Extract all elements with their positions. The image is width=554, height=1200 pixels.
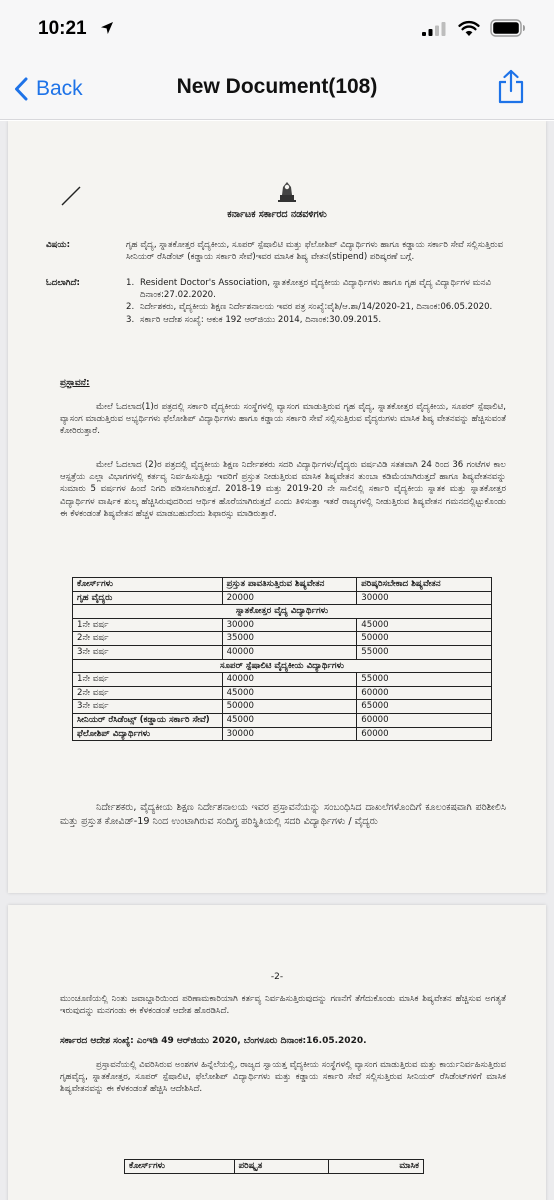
revised-stipend-table xyxy=(124,1159,424,1174)
stipend-table xyxy=(72,577,492,741)
pen-mark xyxy=(60,185,82,207)
references-row xyxy=(46,277,516,326)
table-header-row: ಕೋರ್ಸ್‌ಗಳು ಪ್ರಸ್ತುತ ಪಾವತಿಸುತ್ತಿರುವ ಶಿಷ್ಯವೇತನ ಪರಿಷ್ಕರಿಸಬೇಕಾದ ಶಿಷ್ಯವೇತನ xyxy=(73,578,492,592)
table-row: ಗೃಹ ವೈದ್ಯರು 20000 30000 xyxy=(73,591,492,605)
subject-row xyxy=(46,239,516,263)
status-bar xyxy=(0,0,554,58)
battery-icon xyxy=(490,19,526,37)
table-row: ಫೆಲೋಶಿಪ್ ವಿದ್ಯಾರ್ಥಿಗಳು 30000 60000 xyxy=(73,727,492,741)
navigation-bar xyxy=(0,58,554,120)
table-row: ಸೀನಿಯರ್ ರೆಸಿಡೆಂಟ್ಸ್ (ಕಡ್ಡಾಯ ಸರ್ಕಾರಿ ಸೇವೆ) 45000 60000 xyxy=(73,713,492,727)
document-page-1 xyxy=(8,121,546,893)
subject-label: ವಿಷಯ: xyxy=(46,240,71,250)
government-heading: ಕರ್ನಾಟಕ ಸರ್ಕಾರದ ನಡವಳಿಗಳು xyxy=(227,209,327,220)
document-title: New Document(108) xyxy=(176,75,378,98)
subject-text: ಗೃಹ ವೈದ್ಯ, ಸ್ನಾತಕೋತ್ತರ ವೈದ್ಯಕೀಯ, ಸೂಪರ್ ಸ್ಪೆಷಾಲಿಟಿ ಮತ್ತು ಫೆಲೋಶಿಪ್ ವಿದ್ಯಾರ್ಥಿಗಳು ಹಾಗೂ ಕಡ್ಡಾಯ ಸರ್ಕಾರಿ ಸೇವೆ ಸಲ್ಲಿಸುತ್ತಿರುವ ಸೀನಿಯರ್ ರೆಸಿಡೆಂಟ್ (ಕಡ್ಡಾಯ ಸರ್ಕಾರಿ ಸೇವೆ)ಇವರ ಮಾಸಿಕ ಶಿಷ್ಯ ವೇತನ(stipend) ಪರಿಷ್ಕರಣೆ ಬಗ್ಗೆ. xyxy=(126,240,504,263)
document-viewer[interactable] xyxy=(0,121,554,1200)
page-number: -2- xyxy=(270,972,284,982)
government-emblem-icon xyxy=(276,179,298,203)
preamble-paragraph-3: ನಿರ್ದೇಶಕರು, ವೈದ್ಯಕೀಯ ಶಿಕ್ಷಣ ನಿರ್ದೇಶನಾಲಯ ಇವರ ಪ್ರಸ್ತಾವನೆಯನ್ನು ಸಂಬಂಧಿಸಿದ ದಾಖಲೆಗಳೊಂದಿಗೆ ಕೂಲಂಕಷವಾಗಿ ಪರಿಶೀಲಿಸಿ ಮತ್ತು ಪ್ರಸ್ತುತ ಕೋವಿಡ್-19 ನಿಂದ ಉಂಟಾಗಿರುವ ಸಂದಿಗ್ಧ ಪರಿಸ್ಥಿತಿಯಲ್ಲಿ ಸದರಿ ವಿದ್ಯಾರ್ಥಿಗಳು / ವೈದ್ಯರು xyxy=(60,802,506,827)
cellular-signal-icon xyxy=(422,22,446,36)
document-page-2 xyxy=(8,905,546,1200)
share-icon[interactable] xyxy=(496,69,526,105)
preamble-heading: ಪ್ರಸ್ತಾವನೆ: xyxy=(60,378,90,388)
references-list xyxy=(126,277,516,326)
reference-item: 3. ಸರ್ಕಾರಿ ಆದೇಶ ಸಂಖ್ಯೆ: ಆಕುಕ 192 ಆರ್‌ಜಿಯು 2014, ದಿನಾಂಕ:30.09.2015. xyxy=(126,314,382,325)
table-group-row: ಸೂಪರ್ ಸ್ಪೆಷಾಲಿಟಿ ವೈದ್ಯಕೀಯ ವಿದ್ಯಾರ್ಥಿಗಳು xyxy=(73,659,492,673)
table-row: 1ನೇ ವರ್ಷ 40000 55000 xyxy=(73,673,492,687)
location-arrow-icon xyxy=(100,21,114,35)
page2-paragraph-1: ಮುಂಚೂಣಿಯಲ್ಲಿ ನಿಂತು ಜವಾಬ್ದಾರಿಯಿಂದ ಪರಿಣಾಮಕಾರಿಯಾಗಿ ಕರ್ತವ್ಯ ನಿರ್ವಹಿಸುತ್ತಿರುವುದನ್ನು ಗಣನೆಗೆ ತೆಗೆದುಕೊಂಡು ಮಾಸಿಕ ಶಿಷ್ಯವೇತನ ಹೆಚ್ಚಿಸುವ ಅಗತ್ಯತೆ ಇರುವುದನ್ನು ಮನಗಂಡು ಈ ಕೆಳಕಂಡಂತೆ ಆದೇಶ ಹೊರಡಿಸಿದೆ. xyxy=(60,994,506,1017)
table-row: 3ನೇ ವರ್ಷ 50000 65000 xyxy=(73,700,492,714)
preamble-paragraph-2: ಮೇಲೆ ಓದಲಾದ (2)ರ ಪತ್ರದಲ್ಲಿ ವೈದ್ಯಕೀಯ ಶಿಕ್ಷಣ ನಿರ್ದೇಶಕರು ಸದರಿ ವಿದ್ಯಾರ್ಥಿಗಳು/ವೈದ್ಯರು ವರ್ಷವಿಡಿ ಸತತವಾಗಿ 24 ರಿಂದ 36 ಗಂಟೆಗಳ ಕಾಲ ಆಸ್ಪತ್ರೆಯ ಎಲ್ಲಾ ವಿಭಾಗಗಳಲ್ಲಿ ಕರ್ತವ್ಯ ನಿರ್ವಹಿಸುತ್ತಿದ್ದು ಇವರಿಗೆ ಪ್ರಸ್ತುತ ನೀಡುತ್ತಿರುವ ಮಾಸಿಕ ಶಿಷ್ಯವೇತನ ತುಂಬಾ ಕಡಿಮೆಯಾಗಿರುತ್ತದೆ ಹಾಗೂ ಶಿಷ್ಯವೇತನವನ್ನು ಸುಮಾರು 5 ವರ್ಷಗಳ ಹಿಂದೆ ನಿಗದಿ ಪಡಿಸಲಾಗಿರುತ್ತದೆ. 2018-19 ಮತ್ತು 2019-20 ನೇ ಸಾಲಿನಲ್ಲಿ ಸರ್ಕಾರಿ ವೈದ್ಯಕೀಯ ಸ್ನಾತಕ ಮತ್ತು ಸ್ನಾತಕೋತ್ತರ ವಿದ್ಯಾರ್ಥಿಗಳ ವಾರ್ಷಿಕ ಶುಲ್ಕ ಹೆಚ್ಚಿಸಿರುವುದರಿಂದ ಆರ್ಥಿಕ ಹೊರೆಯಾಗಿರುತ್ತದೆ ಎಂದು ತಿಳಿಸುತ್ತಾ ಇತರೆ ರಾಜ್ಯಗಳಲ್ಲಿ ನೀಡುತ್ತಿರುವ ಶಿಷ್ಯವೇತನ ಗಮನದಲ್ಲಿಟ್ಟುಕೊಂಡು ಈ ಕೆಳಕಂಡಂತೆ ಶಿಷ್ಯವೇತನ ಹೆಚ್ಚಳ ಮಾಡಬಹುದೆಂದು ಶಿಫಾರಸ್ಸು ಮಾಡಿರುತ್ತಾರೆ. xyxy=(60,460,506,519)
back-label: Back xyxy=(36,77,83,100)
table-group-row: ಸ್ನಾತಕೋತ್ತರ ವೈದ್ಯ ವಿದ್ಯಾರ್ಥಿಗಳು xyxy=(73,605,492,619)
reference-item: 2. ನಿರ್ದೇಶಕರು, ವೈದ್ಯಕೀಯ ಶಿಕ್ಷಣ ನಿರ್ದೇಶನಾಲಯ ಇವರ ಪತ್ರ ಸಂಖ್ಯೆ:ವೈಶಿ/ಆ.ಶಾ/14/2020-21, ದಿನಾಂಕ:06.05.2020. xyxy=(126,302,493,313)
preamble-paragraph-1: ಮೇಲೆ ಓದಲಾದ(1)ರ ಪತ್ರದಲ್ಲಿ ಸರ್ಕಾರಿ ವೈದ್ಯಕೀಯ ಸಂಸ್ಥೆಗಳಲ್ಲಿ ವ್ಯಾಸಂಗ ಮಾಡುತ್ತಿರುವ ಗೃಹ ವೈದ್ಯ, ಸ್ನಾತಕೋತ್ತರ ವೈದ್ಯಕೀಯ, ಸೂಪರ್ ಸ್ಪೆಷಾಲಿಟಿ, ವ್ಯಾಸಂಗ ಮಾಡುತ್ತಿರುವ ಅಭ್ಯರ್ಥಿಗಳು ಫೆಲೋಶಿಪ್ ವಿದ್ಯಾರ್ಥಿಗಳು ಹಾಗೂ ಕಡ್ಡಾಯ ಸರ್ಕಾರಿ ಸೇವೆ ಸಲ್ಲಿಸುತ್ತಿರುವ ವೈದ್ಯರುಗಳು ಮಾಸಿಕ ಶಿಷ್ಯ ವೇತನವನ್ನು ಹೆಚ್ಚಿಸುವಂತೆ ಕೋರಿರುತ್ತಾರೆ. xyxy=(60,402,506,437)
wifi-icon xyxy=(458,20,480,37)
table-header-row: ಕೋರ್ಸ್‌ಗಳು ಪರಿಷ್ಕೃತ ಮಾಸಿಕ xyxy=(125,1160,424,1174)
page2-paragraph-2: ಪ್ರಸ್ತಾವನೆಯಲ್ಲಿ ವಿವರಿಸಿರುವ ಅಂಶಗಳ ಹಿನ್ನೆಲೆಯಲ್ಲಿ, ರಾಜ್ಯದ ಸ್ವಾಯತ್ತ ವೈದ್ಯಕೀಯ ಸಂಸ್ಥೆಗಳಲ್ಲಿ ವ್ಯಾಸಂಗ ಮಾಡುತ್ತಿರುವ ಮತ್ತು ಕಾರ್ಯನಿರ್ವಹಿಸುತ್ತಿರುವ ಗೃಹವೈದ್ಯ, ಸ್ನಾತಕೋತ್ತರ, ಸೂಪರ್ ಸ್ಪೆಷಾಲಿಟಿ, ಫೆಲೋಶಿಪ್ ವಿದ್ಯಾರ್ಥಿಗಳು ಮತ್ತು ಕಡ್ಡಾಯ ಸರ್ಕಾರಿ ಸೇವೆ ಸಲ್ಲಿಸುತ್ತಿರುವ ಸೀನಿಯರ್ ರೆಸಿಡೆಂಟ್‌ಗಳಿಗೆ ಮಾಸಿಕ ಶಿಷ್ಯವೇತನವನ್ನು ಈ ಕೆಳಕಂಡಂತೆ ಹೆಚ್ಚಿಸಿ ಆದೇಶಿಸಿದೆ. xyxy=(60,1060,506,1095)
status-time: 10:21 xyxy=(38,18,87,39)
table-row: 1ನೇ ವರ್ಷ 30000 45000 xyxy=(73,618,492,632)
references-label: ಓದಲಾಗಿದೆ: xyxy=(46,278,80,288)
government-order-number: ಸರ್ಕಾರದ ಆದೇಶ ಸಂಖ್ಯೆ: ಎಂಇಡಿ 49 ಆರ್‌ಜಿಯು 2020, ಬೆಂಗಳೂರು ದಿನಾಂಕ:16.05.2020. xyxy=(60,1036,367,1046)
table-row: 3ನೇ ವರ್ಷ 40000 55000 xyxy=(73,645,492,659)
table-row: 2ನೇ ವರ್ಷ 35000 50000 xyxy=(73,632,492,646)
reference-item: 1. Resident Doctor's Association, ಸ್ನಾತಕೋತ್ತರ ವೈದ್ಯಕೀಯ ವಿದ್ಯಾರ್ಥಿಗಳು ಹಾಗೂ ಗೃಹ ವೈದ್ಯ ವಿದ್ಯಾರ್ಥಿಗಳ ಮನವಿ ದಿನಾಂಕ:27.02.2020. xyxy=(126,278,492,301)
table-row: 2ನೇ ವರ್ಷ 45000 60000 xyxy=(73,686,492,700)
